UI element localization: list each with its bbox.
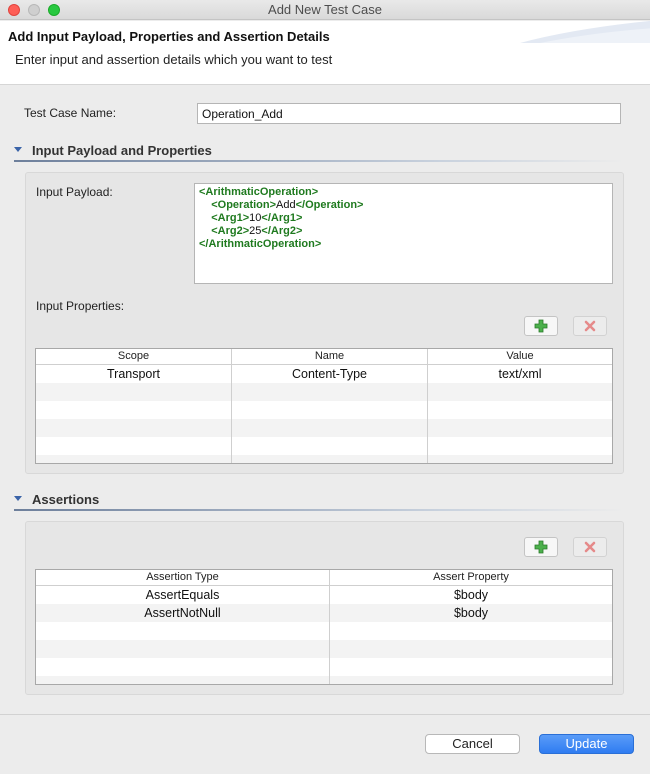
add-assertion-button[interactable] (524, 537, 558, 557)
remove-assertion-button[interactable] (573, 537, 607, 557)
input-properties-label: Input Properties: (36, 299, 125, 313)
input-properties-table[interactable] (35, 348, 613, 464)
input-section-title: Input Payload and Properties (32, 143, 212, 158)
xml-arg1-open-tag: <Arg1> (211, 212, 250, 224)
table-row[interactable] (36, 640, 612, 658)
table-header (36, 349, 612, 365)
table-row[interactable] (36, 401, 612, 419)
column-header-name[interactable]: Name (232, 349, 428, 364)
table-row[interactable] (36, 676, 612, 685)
column-header-assertion-type[interactable]: Assertion Type (36, 570, 330, 585)
cell-assertion-type[interactable]: AssertNotNull (36, 604, 330, 622)
xml-operation-value: Add (276, 199, 296, 211)
plus-icon (534, 540, 548, 554)
xml-arg2-value: 25 (249, 225, 262, 237)
table-row[interactable] (36, 586, 612, 604)
table-row[interactable] (36, 383, 612, 401)
delete-x-icon (584, 320, 596, 332)
cancel-button[interactable]: Cancel (425, 734, 520, 754)
plus-icon (534, 319, 548, 333)
table-header (36, 570, 612, 586)
title-bar (0, 0, 650, 20)
xml-arg1-close-tag: </Arg1> (261, 212, 303, 224)
input-payload-label: Input Payload: (36, 185, 113, 199)
assertions-section-title: Assertions (32, 492, 100, 507)
xml-operation-open-tag: <Operation> (211, 199, 277, 211)
table-row[interactable] (36, 604, 612, 622)
table-row[interactable] (36, 455, 612, 464)
test-case-name-label: Test Case Name: (24, 106, 117, 120)
header-decoration-icon (520, 21, 650, 43)
input-payload-editor[interactable] (194, 183, 613, 284)
xml-operation-close-tag: </Operation> (295, 199, 364, 211)
xml-arg2-close-tag: </Arg2> (261, 225, 303, 237)
cell-assert-property[interactable]: $body (453, 588, 489, 602)
table-row[interactable] (36, 622, 612, 640)
assertions-table[interactable] (35, 569, 613, 685)
remove-property-button[interactable] (573, 316, 607, 336)
table-row[interactable] (36, 437, 612, 455)
dialog-header (0, 21, 650, 85)
cell-assertion-type[interactable]: AssertEquals (36, 586, 330, 604)
footer-divider (0, 714, 650, 715)
column-header-scope[interactable]: Scope (36, 349, 232, 364)
delete-x-icon (584, 541, 596, 553)
xml-arg2-open-tag: <Arg2> (211, 225, 250, 237)
section-divider (14, 160, 624, 162)
xml-arg1-value: 10 (249, 212, 262, 224)
table-row[interactable] (36, 365, 612, 383)
column-header-assert-property[interactable]: Assert Property (433, 571, 509, 583)
section-divider (14, 509, 624, 511)
cell-name[interactable]: Content-Type (232, 365, 428, 383)
table-row[interactable] (36, 419, 612, 437)
header-subtitle: Enter input and assertion details which you want to test (15, 52, 333, 67)
input-section-header[interactable] (14, 143, 634, 165)
cell-scope[interactable]: Transport (36, 365, 232, 383)
column-header-value[interactable]: Value (506, 350, 534, 362)
xml-root-open-tag: <ArithmaticOperation> (199, 186, 319, 198)
cell-value[interactable]: text/xml (498, 367, 542, 381)
cell-assert-property[interactable]: $body (453, 606, 489, 620)
assertions-section-header[interactable] (14, 492, 634, 514)
header-title: Add Input Payload, Properties and Assertion Details (8, 29, 330, 44)
update-button[interactable]: Update (539, 734, 634, 754)
window-title: Add New Test Case (268, 2, 382, 17)
chevron-down-icon[interactable] (14, 147, 22, 152)
xml-root-close-tag: </ArithmaticOperation> (199, 238, 322, 250)
table-row[interactable] (36, 658, 612, 676)
test-case-name-input[interactable] (197, 103, 621, 124)
chevron-down-icon[interactable] (14, 496, 22, 501)
add-property-button[interactable] (524, 316, 558, 336)
